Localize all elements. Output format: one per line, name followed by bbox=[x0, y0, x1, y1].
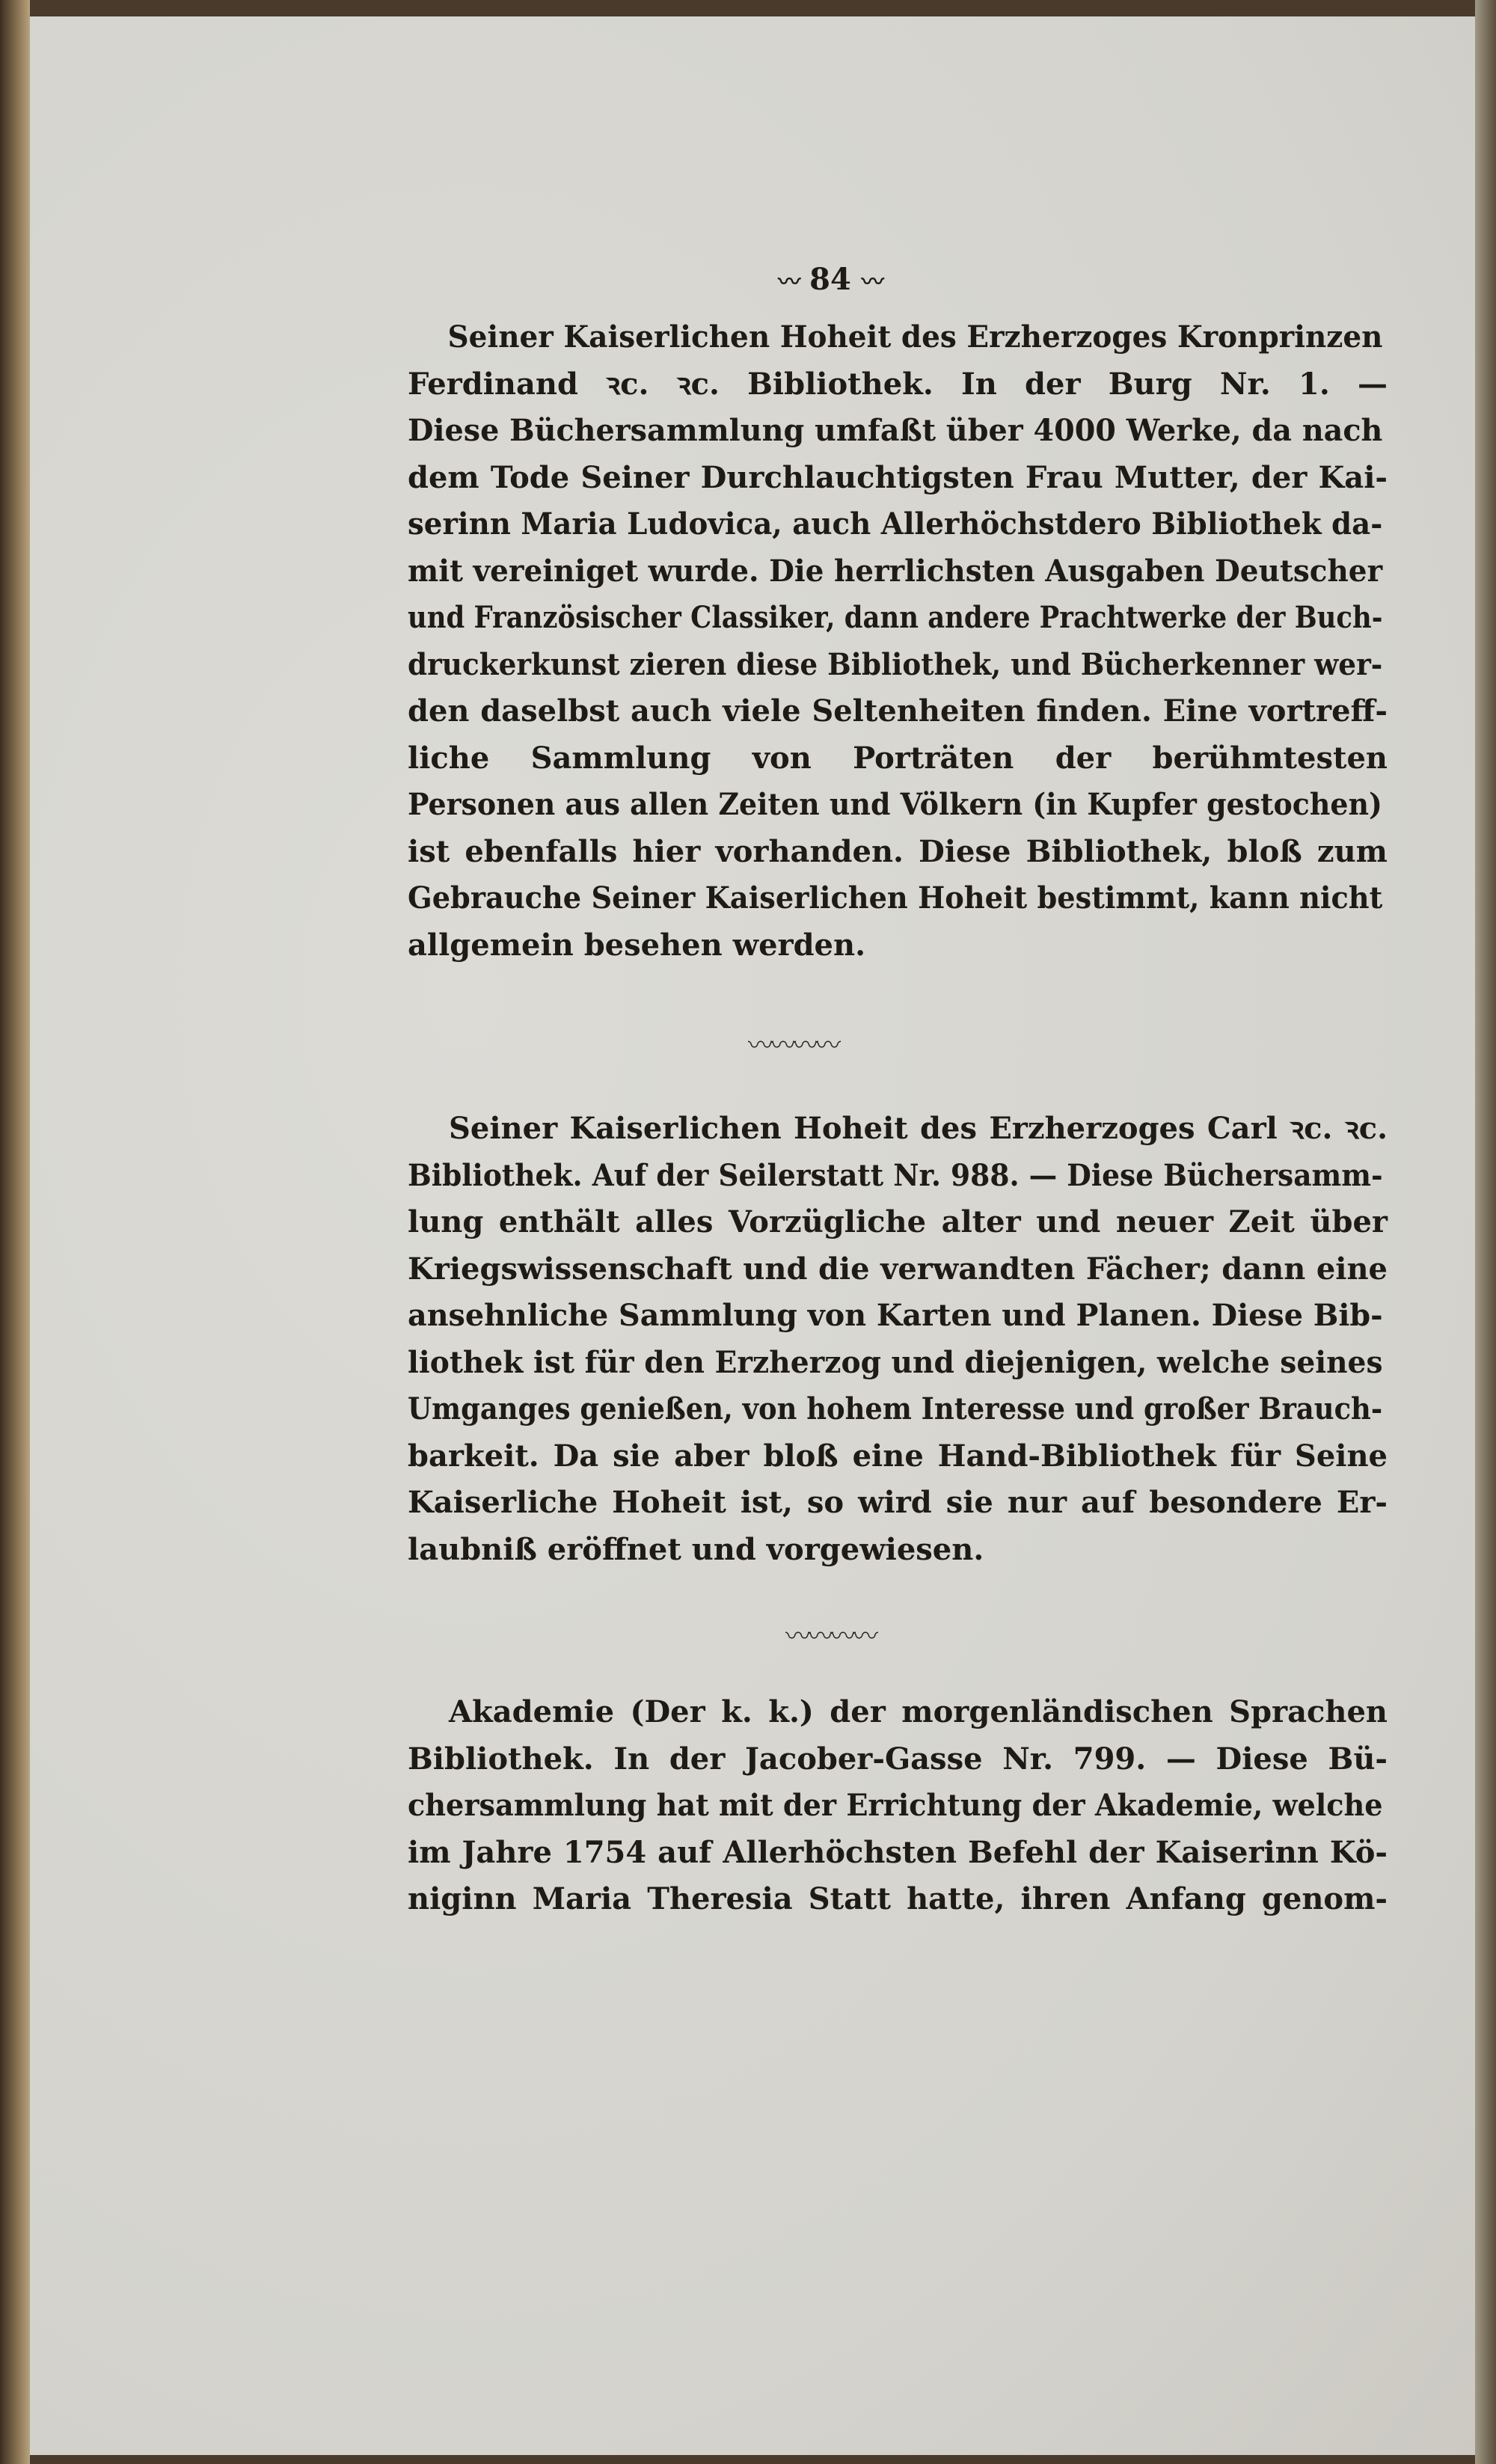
text-line: Kaiserliche Hoheit ist, so wird sie nur auf besondere Er- bbox=[408, 1485, 1388, 1520]
page-header bbox=[741, 262, 920, 297]
text-line: mit vereiniget wurde. Die herrlichsten Ausgaben Deutscher bbox=[408, 553, 1383, 589]
ornament-right: 〰 bbox=[861, 269, 883, 295]
section-divider-ornament: 〰〰〰〰 bbox=[785, 1622, 875, 1652]
text-line: Kriegswissenschaft und die verwandten Fächer; dann eine bbox=[408, 1251, 1388, 1287]
text-line: ist ebenfalls hier vorhanden. Diese Bibliothek, bloß zum bbox=[408, 833, 1388, 869]
text-line: Bibliothek. In der Jacober-Gasse Nr. 799. — Diese Bü- bbox=[408, 1741, 1388, 1777]
text-line: liche Sammlung von Porträten der berühmtesten bbox=[408, 740, 1388, 776]
text-line: Personen aus allen Zeiten und Völkern (in Kupfer gestochen) bbox=[408, 787, 1382, 822]
text-line: Ferdinand ꝛc. ꝛc. Bibliothek. In der Burg Nr. 1. — bbox=[408, 366, 1388, 402]
text-line: allgemein besehen werden. bbox=[408, 927, 866, 963]
text-line: lung enthält alles Vorzügliche alter und neuer Zeit über bbox=[408, 1204, 1388, 1239]
book-spine-edge bbox=[0, 0, 30, 2464]
paragraph-ferdinand-library bbox=[408, 314, 1388, 969]
text-line: dem Tode Seiner Durchlauchtigsten Frau Mutter, der Kai- bbox=[408, 459, 1388, 495]
text-line: niginn Maria Theresia Statt hatte, ihren Anfang genom- bbox=[408, 1881, 1388, 1916]
text-line: Seiner Kaiserlichen Hoheit des Erzherzoges Kronprinzen bbox=[447, 319, 1383, 355]
section-divider-ornament: 〰〰〰〰 bbox=[748, 1031, 838, 1061]
text-line: Akademie (Der k. k.) der morgenländischen Sprachen bbox=[449, 1694, 1388, 1729]
text-line: Diese Büchersammlung umfaßt über 4000 Werke, da nach bbox=[408, 413, 1383, 448]
text-line: chersammlung hat mit der Errichtung der Akademie, welche bbox=[408, 1788, 1383, 1823]
text-line: im Jahre 1754 auf Allerhöchsten Befehl der Kaiserinn Kö- bbox=[408, 1834, 1388, 1870]
text-line: laubniß eröffnet und vorgewiesen. bbox=[408, 1531, 984, 1567]
page-number: 84 bbox=[809, 262, 851, 297]
text-line: den daselbst auch viele Seltenheiten finden. Eine vortreff- bbox=[408, 693, 1388, 729]
paragraph-carl-library bbox=[408, 1106, 1388, 1573]
text-line: und Französischer Classiker, dann andere Prachtwerke der Buch- bbox=[408, 600, 1383, 635]
text-line: Gebrauche Seiner Kaiserlichen Hoheit bestimmt, kann nicht bbox=[408, 880, 1383, 916]
text-line: serinn Maria Ludovica, auch Allerhöchstdero Bibliothek da- bbox=[408, 506, 1383, 542]
text-line: Seiner Kaiserlichen Hoheit des Erzherzoges Carl ꝛc. ꝛc. bbox=[449, 1111, 1388, 1146]
text-line: druckerkunst zieren diese Bibliothek, und Bücherkenner wer- bbox=[408, 646, 1383, 682]
page-right-edge bbox=[1475, 0, 1496, 2464]
paragraph-oriental-academy-library bbox=[408, 1689, 1388, 1923]
text-line: barkeit. Da sie aber bloß eine Hand-Bibliothek für Seine bbox=[408, 1438, 1388, 1474]
text-line: Bibliothek. Auf der Seilerstatt Nr. 988. — Diese Büchersamm- bbox=[408, 1157, 1383, 1193]
text-line: ansehnliche Sammlung von Karten und Planen. Diese Bib- bbox=[408, 1298, 1383, 1333]
ornament-left: 〰 bbox=[778, 269, 800, 295]
text-line: Umganges genießen, von hohem Interesse und großer Brauch- bbox=[408, 1391, 1383, 1426]
text-line: liothek ist für den Erzherzog und diejenigen, welche seines bbox=[408, 1344, 1383, 1380]
